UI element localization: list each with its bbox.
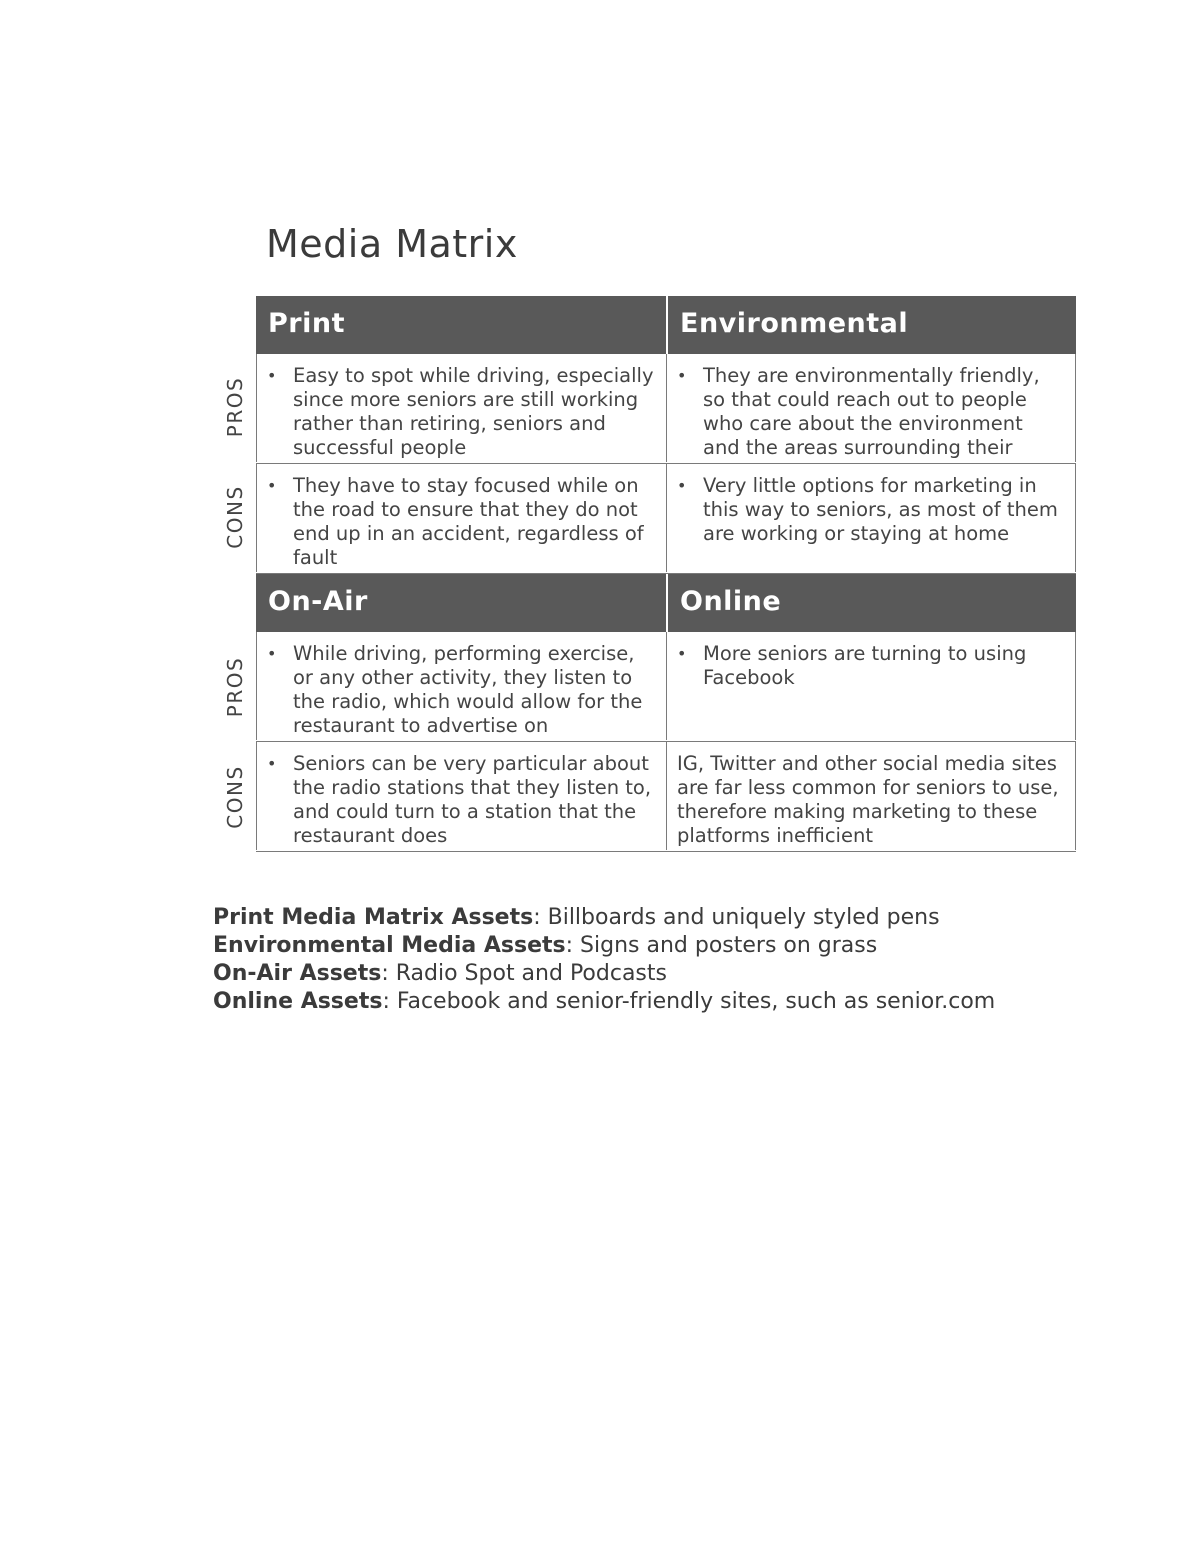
print-cons-cell: • They have to stay focused while on the road to ensure that they do not end up in an accident, regardless of fault [256,464,666,572]
asset-line-online: Online Assets: Facebook and senior-friendly sites, such as senior.com [213,989,996,1014]
asset-line-on-air: On-Air Assets: Radio Spot and Podcasts [213,961,667,986]
print-pros-cell: • Easy to spot while driving, especially since more seniors are still working rather than retiring, seniors and successful people [256,354,666,462]
side-label-cons-bottom: CONS [223,765,247,829]
header-on-air: On-Air [268,586,368,617]
environmental-cons-cell: • Very little options for marketing in this way to seniors, as most of them are working or staying at home [666,464,1076,572]
page-title: Media Matrix [266,222,518,266]
matrix-pros-row-bottom [256,632,1076,742]
header-environmental: Environmental [666,296,1076,354]
header-online: Online [666,574,1076,632]
matrix-header-row-bottom [256,574,1076,632]
bullet-icon: • [677,644,687,663]
assets-list [213,904,995,1016]
matrix-pros-row-top [256,354,1076,464]
media-matrix-table [256,296,1076,856]
bullet-icon: • [267,754,277,773]
matrix-header-row-top [256,296,1076,354]
side-label-pros-bottom: PROS [223,656,247,718]
matrix-cons-row-top [256,464,1076,574]
bullet-icon: • [677,476,687,495]
environmental-pros-cell: • They are environmentally friendly, so that could reach out to people who care about the environment and the areas surrounding their [666,354,1076,462]
on-air-pros-cell: • While driving, performing exercise, or any other activity, they listen to the radio, which would allow for the restaurant to advertise on [256,632,666,740]
matrix-cons-row-bottom [256,742,1076,852]
online-pros-cell: • More seniors are turning to using Facebook [666,632,1076,740]
online-cons-cell: IG, Twitter and other social media sites are far less common for seniors to use, therefore making marketing to these platforms inefficient [666,742,1076,850]
side-label-cons-top: CONS [223,485,247,549]
side-label-pros-top: PROS [223,376,247,438]
bullet-icon: • [267,644,277,663]
on-air-cons-cell: • Seniors can be very particular about the radio stations that they listen to, and could turn to a station that the restaurant does [256,742,666,850]
bullet-icon: • [677,366,687,385]
header-print: Print [268,308,345,339]
asset-line-print: Print Media Matrix Assets: Billboards and uniquely styled pens [213,905,940,930]
asset-line-environmental: Environmental Media Assets: Signs and posters on grass [213,933,878,958]
bullet-icon: • [267,476,277,495]
bullet-icon: • [267,366,277,385]
